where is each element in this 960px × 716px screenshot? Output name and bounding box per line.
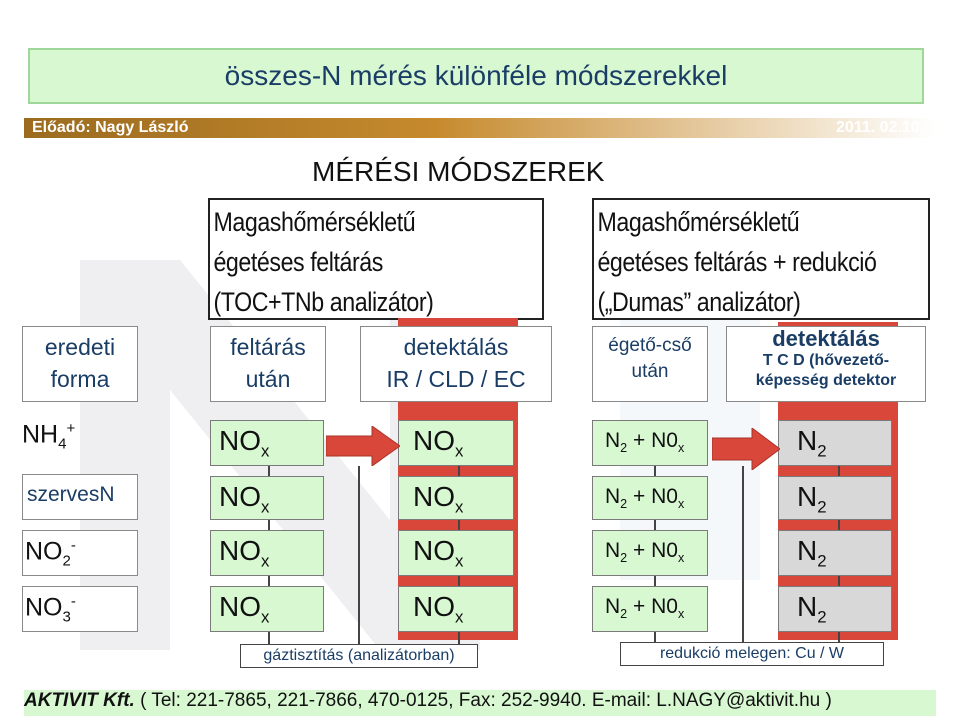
n2-cell: [778, 530, 892, 576]
method-left-box: [208, 198, 544, 320]
n2-nox-mid: + N0: [627, 595, 678, 618]
method-right-line2: égetéses feltárás + redukció: [597, 247, 877, 277]
method-left-line3: (TOC+TNb analizátor): [213, 287, 434, 317]
nox-cell: [210, 476, 324, 520]
presenter-label: Előadó: Nagy László: [32, 119, 189, 136]
n2-nox-label: N: [605, 539, 621, 562]
method-right-box: [592, 198, 930, 320]
n2-nox-cell: [592, 476, 708, 520]
n2-nox-sub2: x: [677, 607, 685, 622]
nox-label: NO: [219, 425, 261, 456]
method-right-line1: Magashőmérsékletű: [597, 207, 800, 237]
n2-label: N: [797, 481, 818, 512]
nox-label: NO: [219, 591, 261, 622]
nox-detect-sub: x: [455, 607, 464, 627]
n2-label: N: [797, 591, 818, 622]
header-detect-right-line3: képesség detektor: [755, 372, 897, 389]
n2-nox-label: N: [605, 429, 621, 452]
species-sub: 3: [62, 608, 71, 626]
species-sup: -: [70, 537, 76, 554]
header-after-digest-line1: feltárás: [230, 334, 306, 360]
nox-detect-cell: [398, 530, 514, 576]
species-sub: 4: [58, 435, 67, 453]
n2-cell: [778, 476, 892, 520]
header-original-line1: eredeti: [44, 334, 116, 360]
arrow-right-icon: [326, 426, 400, 466]
n2-nox-sub2: x: [677, 497, 685, 512]
species-label: szervesN: [27, 483, 115, 506]
title-banner: [28, 48, 924, 104]
method-left-line2: égetéses feltárás: [213, 247, 383, 277]
n2-nox-cell: [592, 586, 708, 632]
method-left-line1: Magashőmérsékletű: [213, 207, 416, 237]
species-row-1: [22, 420, 140, 466]
section-title: MÉRÉSI MÓDSZEREK: [312, 156, 605, 187]
arrow-right-icon: [712, 428, 780, 470]
n2-nox-sub2: x: [677, 551, 685, 566]
n2-nox-label: N: [605, 595, 621, 618]
n2-nox-label: N: [605, 485, 621, 508]
nox-label: NO: [219, 535, 261, 566]
gas-cleaning-label: gáztisztítás (analizátorban): [240, 644, 478, 668]
header-after-tube: [592, 326, 708, 402]
header-after-digest: [210, 326, 326, 402]
nox-detect-label: NO: [413, 425, 455, 456]
n2-nox-mid: + N0: [627, 539, 678, 562]
header-detect-left-line2: IR / CLD / EC: [386, 366, 526, 392]
header-detect-right-line2: T C D (hővezető-: [762, 352, 890, 369]
nox-detect-cell: [398, 420, 514, 466]
footer: [24, 690, 936, 716]
n2-sub: 2: [817, 441, 827, 461]
n2-nox-cell: [592, 530, 708, 576]
nox-cell: [210, 586, 324, 632]
species-sup: -: [70, 593, 76, 610]
n2-nox-sub2: x: [677, 441, 685, 456]
page-title: összes-N mérés különféle módszerekkel: [224, 60, 728, 91]
n2-cell: [778, 586, 892, 632]
species-row-3: [22, 530, 138, 576]
nox-label: NO: [219, 481, 261, 512]
n2-nox-cell: [592, 420, 708, 466]
header-detect-right-line1: detektálás: [772, 326, 880, 351]
nox-detect-sub: x: [455, 441, 464, 461]
n2-nox-sub: 2: [620, 607, 628, 622]
n2-nox-sub: 2: [620, 551, 628, 566]
nox-detect-cell: [398, 586, 514, 632]
n2-label: N: [797, 535, 818, 566]
species-sub: 2: [62, 552, 71, 570]
footer-contact: ( Tel: 221-7865, 221-7866, 470-0125, Fax: 252-9940. E-mail: L.NAGY@aktivit.hu ): [134, 690, 832, 711]
n2-nox-mid: + N0: [627, 485, 678, 508]
species-sup: +: [66, 420, 76, 437]
n2-label: N: [797, 425, 818, 456]
species-label: NO: [25, 593, 63, 622]
nox-sub: x: [261, 497, 270, 517]
nox-sub: x: [261, 441, 270, 461]
n2-sub: 2: [817, 607, 827, 627]
nox-detect-label: NO: [413, 481, 455, 512]
header-after-tube-line2: után: [631, 361, 669, 382]
nox-detect-label: NO: [413, 591, 455, 622]
species-row-2: [22, 474, 138, 520]
footer-company: AKTIVIT Kft.: [24, 690, 135, 711]
n2-cell: [778, 420, 892, 466]
reduction-label: redukció melegen: Cu / W: [620, 642, 884, 666]
header-original-line2: forma: [50, 366, 110, 392]
nox-detect-sub: x: [455, 551, 464, 571]
nox-cell: [210, 420, 324, 466]
n2-sub: 2: [817, 551, 827, 571]
nox-sub: x: [261, 607, 270, 627]
n2-nox-mid: + N0: [627, 429, 678, 452]
nox-detect-sub: x: [455, 497, 464, 517]
species-label: NO: [25, 537, 63, 566]
nox-cell: [210, 530, 324, 576]
header-detect-left: [360, 326, 552, 402]
header-after-digest-line2: után: [245, 366, 291, 392]
species-row-4: [22, 586, 138, 632]
header-detect-left-line1: detektálás: [403, 334, 509, 360]
date-label: 2011. 02.10.: [836, 119, 925, 136]
header-original-form: [22, 326, 138, 402]
nox-detect-cell: [398, 476, 514, 520]
n2-nox-sub: 2: [620, 497, 628, 512]
connector-line: [358, 466, 360, 650]
n2-nox-sub: 2: [620, 441, 628, 456]
n2-sub: 2: [817, 497, 827, 517]
species-label: NH: [22, 420, 59, 449]
nox-sub: x: [261, 551, 270, 571]
method-right-line3: („Dumas” analizátor): [597, 287, 801, 317]
header-detect-right: [726, 326, 926, 402]
connector-line: [742, 466, 744, 650]
nox-detect-label: NO: [413, 535, 455, 566]
header-after-tube-line1: égető-cső: [608, 335, 692, 356]
